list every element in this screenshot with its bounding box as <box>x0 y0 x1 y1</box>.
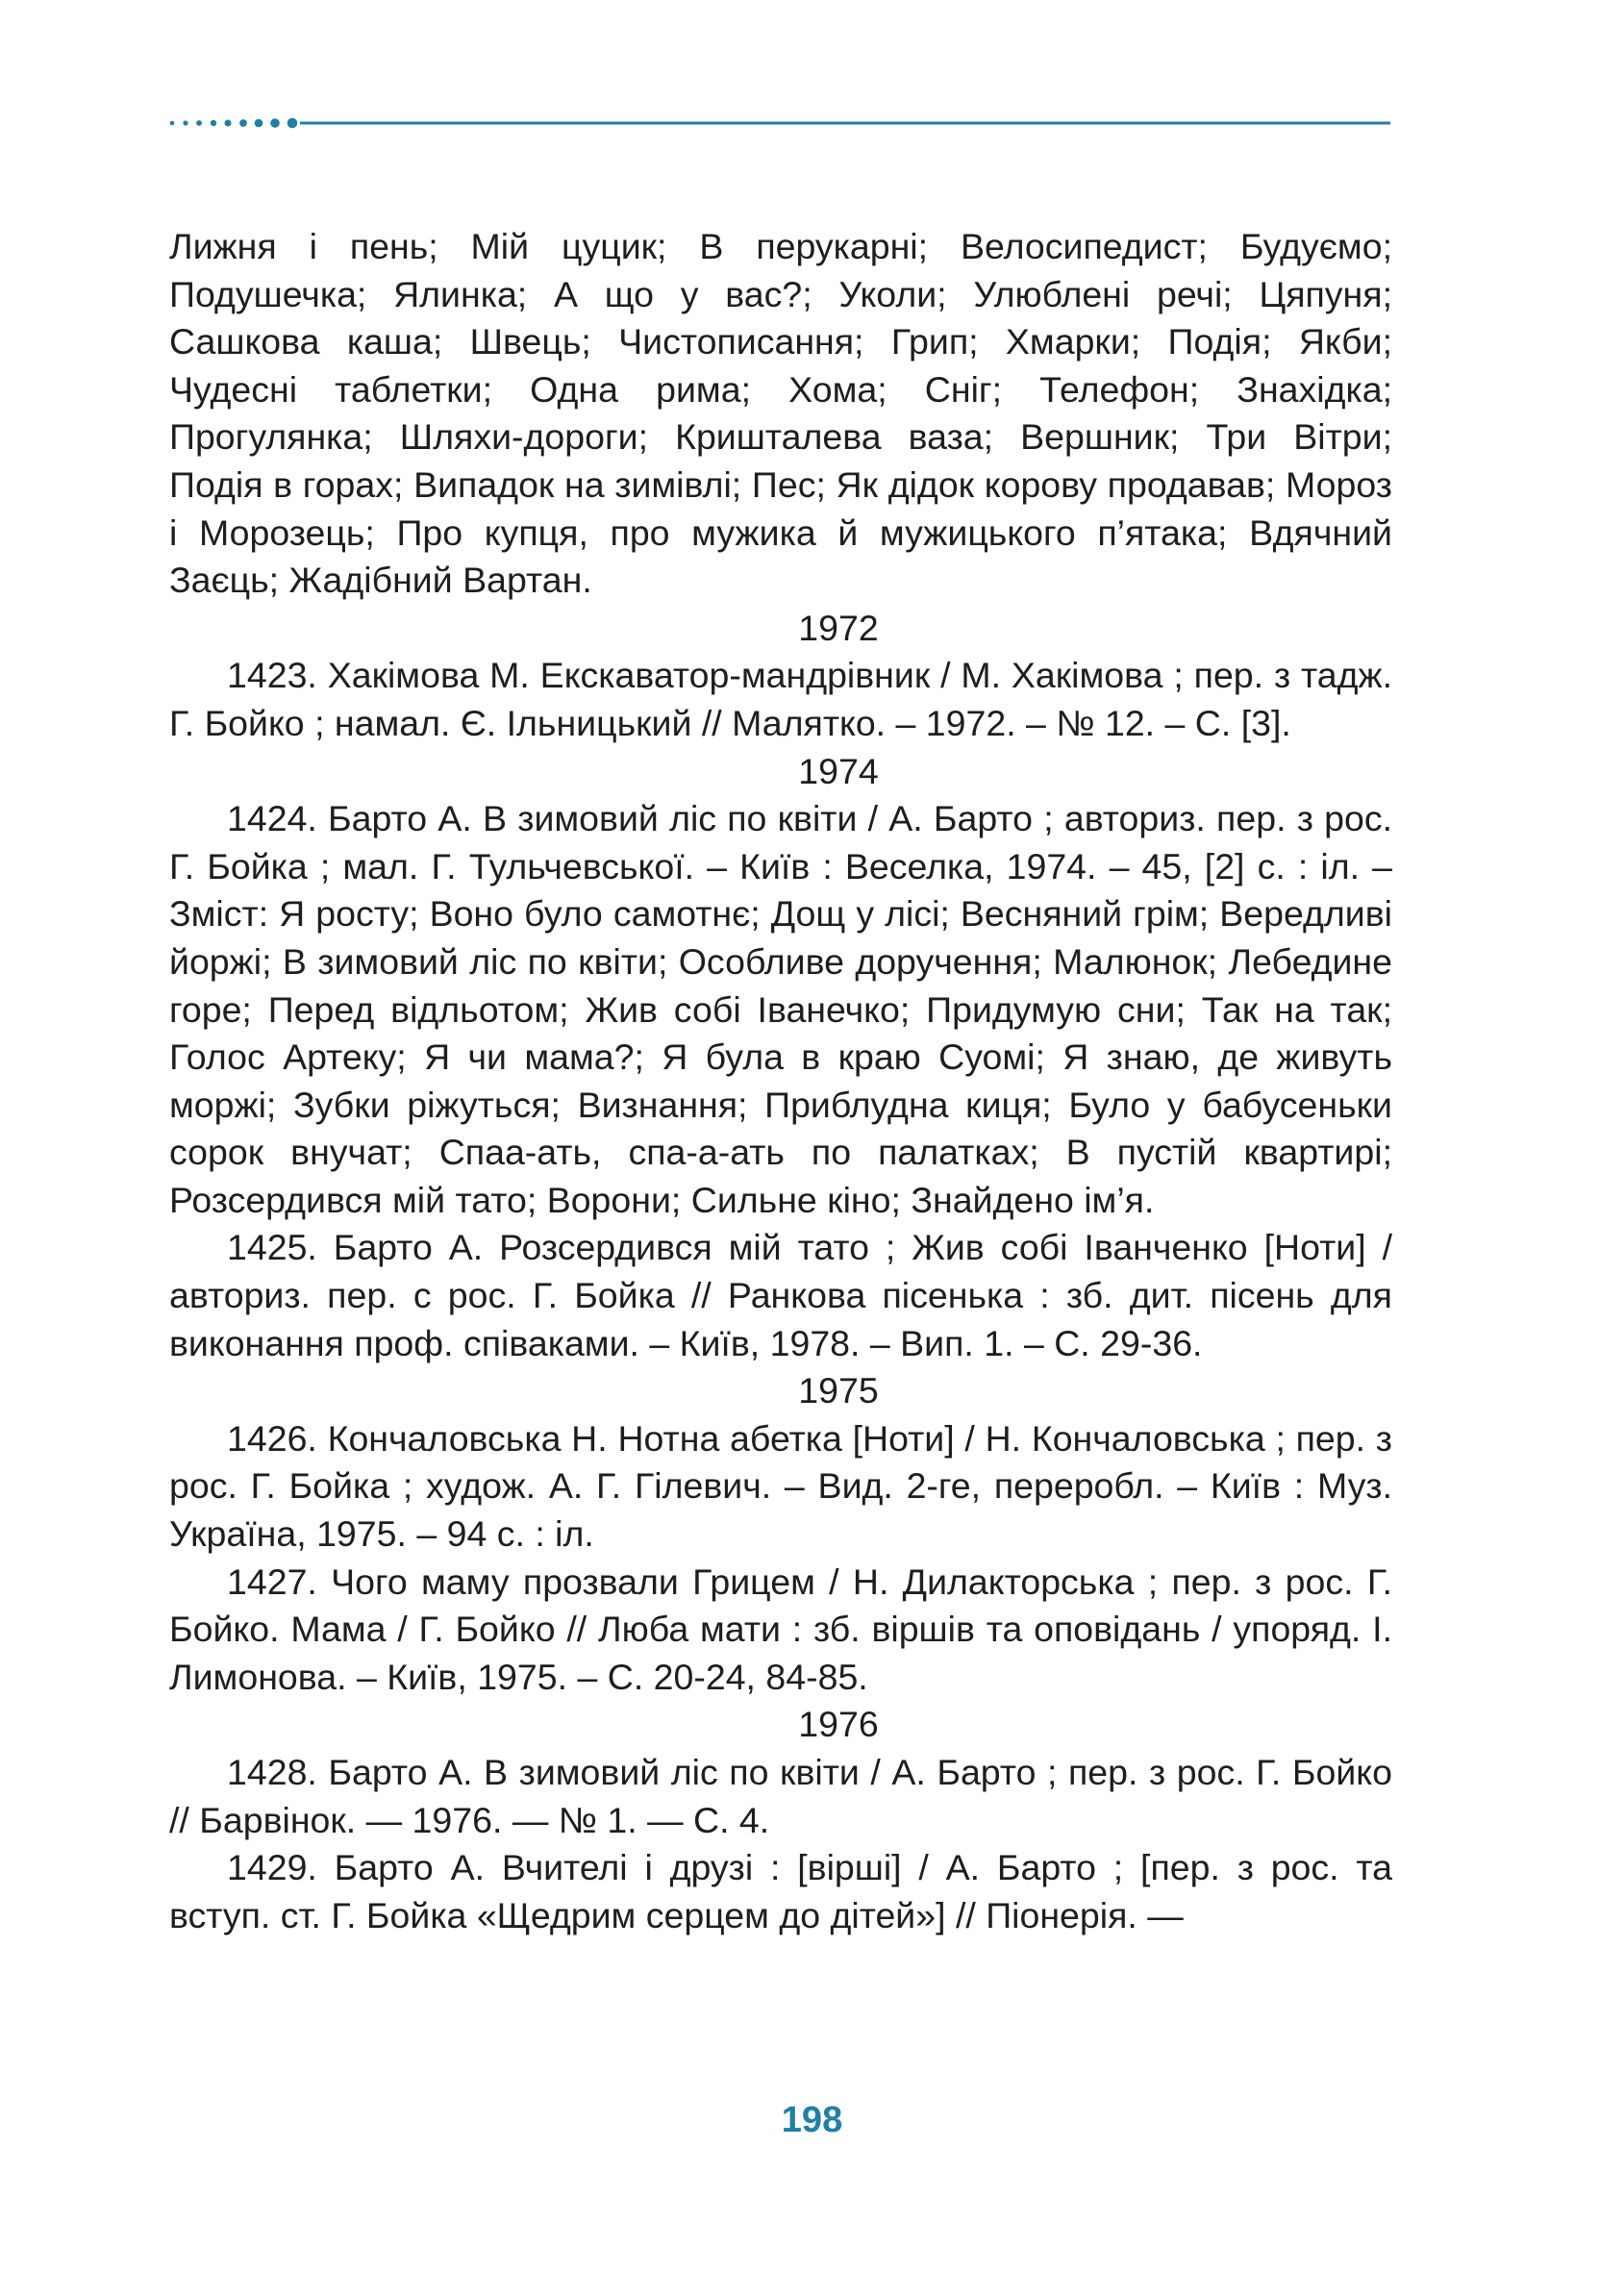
year-heading: 1976 <box>798 1704 879 1745</box>
bibliography-entry: 1426. Кончаловська Н. Нотна абетка [Ноти] / Н. Кончаловська ; пер. з рос. Г. Бойка ; худож. А. Г. Гілевич. – Вид. 2-ге, переробл. – Київ : Муз. Україна, 1975. – 94 с. : іл. <box>169 1417 1392 1555</box>
bibliography-text <box>169 223 1392 1939</box>
header-dots <box>170 118 298 129</box>
entry-continuation: Лижня і пень; Мій цуцик; В перукарні; Велосипедист; Будуємо; Подушечка; Ялинка; А що у вас?; Уколи; Улюблені речі; Цяпуня; Сашкова каша; Швець; Чистописання; Грип; Хмарки; Подія; Якби; Чудесні таблетки; Одна рима; Хома; Сніг; Телефон; Знахідка; Прогулянка; Шляхи-дороги; Кришталева ваза; Вершник; Три Вітри; Подія в горах; Випадок на зимівлі; Пес; Як дідок корову продавав; Мороз і Морозець; Про купця, про мужика й мужицького п’ятака; Вдячний Заєць; Жадібний Вартан. <box>169 226 1392 601</box>
bibliography-entry: 1427. Чого маму прозвали Грицем / Н. Дилакторська ; пер. з рос. Г. Бойко. Мама / Г. Бойко // Люба мати : зб. віршів та оповідань / упоряд. І. Лимонова. – Київ, 1975. – С. 20-24, 84-85. <box>169 1560 1392 1697</box>
bibliography-entry: 1428. Барто А. В зимовий ліс по квіти / А. Барто ; пер. з рос. Г. Бойко // Барвінок. — 1976. — № 1. — С. 4. <box>169 1752 1392 1840</box>
header-line <box>300 122 1390 125</box>
bibliography-entry: 1424. Барто А. В зимовий ліс по квіти / А. Барто ; авториз. пер. з рос. Г. Бойка ; мал. Г. Тульчевської. – Київ : Веселка, 1974. – 45, [2] с. : іл. – Зміст: Я росту; Воно було самотнє; Дощ у лісі; Весняний грім; Вередливі йоржі; В зимовий ліс по квіти; Особливе доручення; Малюнок; Лебедине горе; Перед відльотом; Жив собі Іванечко; Придумую сни; Так на так; Голос Артеку; Я чи мама?; Я була в краю Суомі; Я знаю, де живуть моржі; Зубки ріжуться; Визнання; Приблудна киця; Було у бабусеньки сорок внучат; Спаа-ать, спа-а-ать по палатках; В пустій квартирі; Розсердився мій тато; Ворони; Сильне кіно; Знайдено ім’я. <box>169 798 1392 1220</box>
year-heading: 1974 <box>798 750 879 791</box>
header-rule <box>169 117 1390 129</box>
year-heading: 1972 <box>798 607 879 648</box>
bibliography-entry: 1425. Барто А. Розсердився мій тато ; Жив собі Іванченко [Ноти] / авториз. пер. с рос. Г. Бойка // Ранкова пісенька : зб. дит. пісень для виконання проф. співаками. – Київ, 1978. – Вип. 1. – С. 29-36. <box>169 1227 1392 1363</box>
bibliography-entry: 1429. Барто А. Вчителі і друзі : [вірші] / А. Барто ; [пер. з рос. та вступ. ст. Г. Бойка «Щедрим серцем до дітей»] // Піонерія. — <box>169 1847 1392 1935</box>
bibliography-entry: 1423. Хакімова М. Екскаватор-мандрівник / М. Хакімова ; пер. з тадж. Г. Бойко ; намал. Є. Ільницький // Малятко. – 1972. – № 12. – С. [3]. <box>169 655 1392 743</box>
page-number: 198 <box>781 2100 843 2140</box>
year-heading: 1975 <box>798 1370 879 1411</box>
